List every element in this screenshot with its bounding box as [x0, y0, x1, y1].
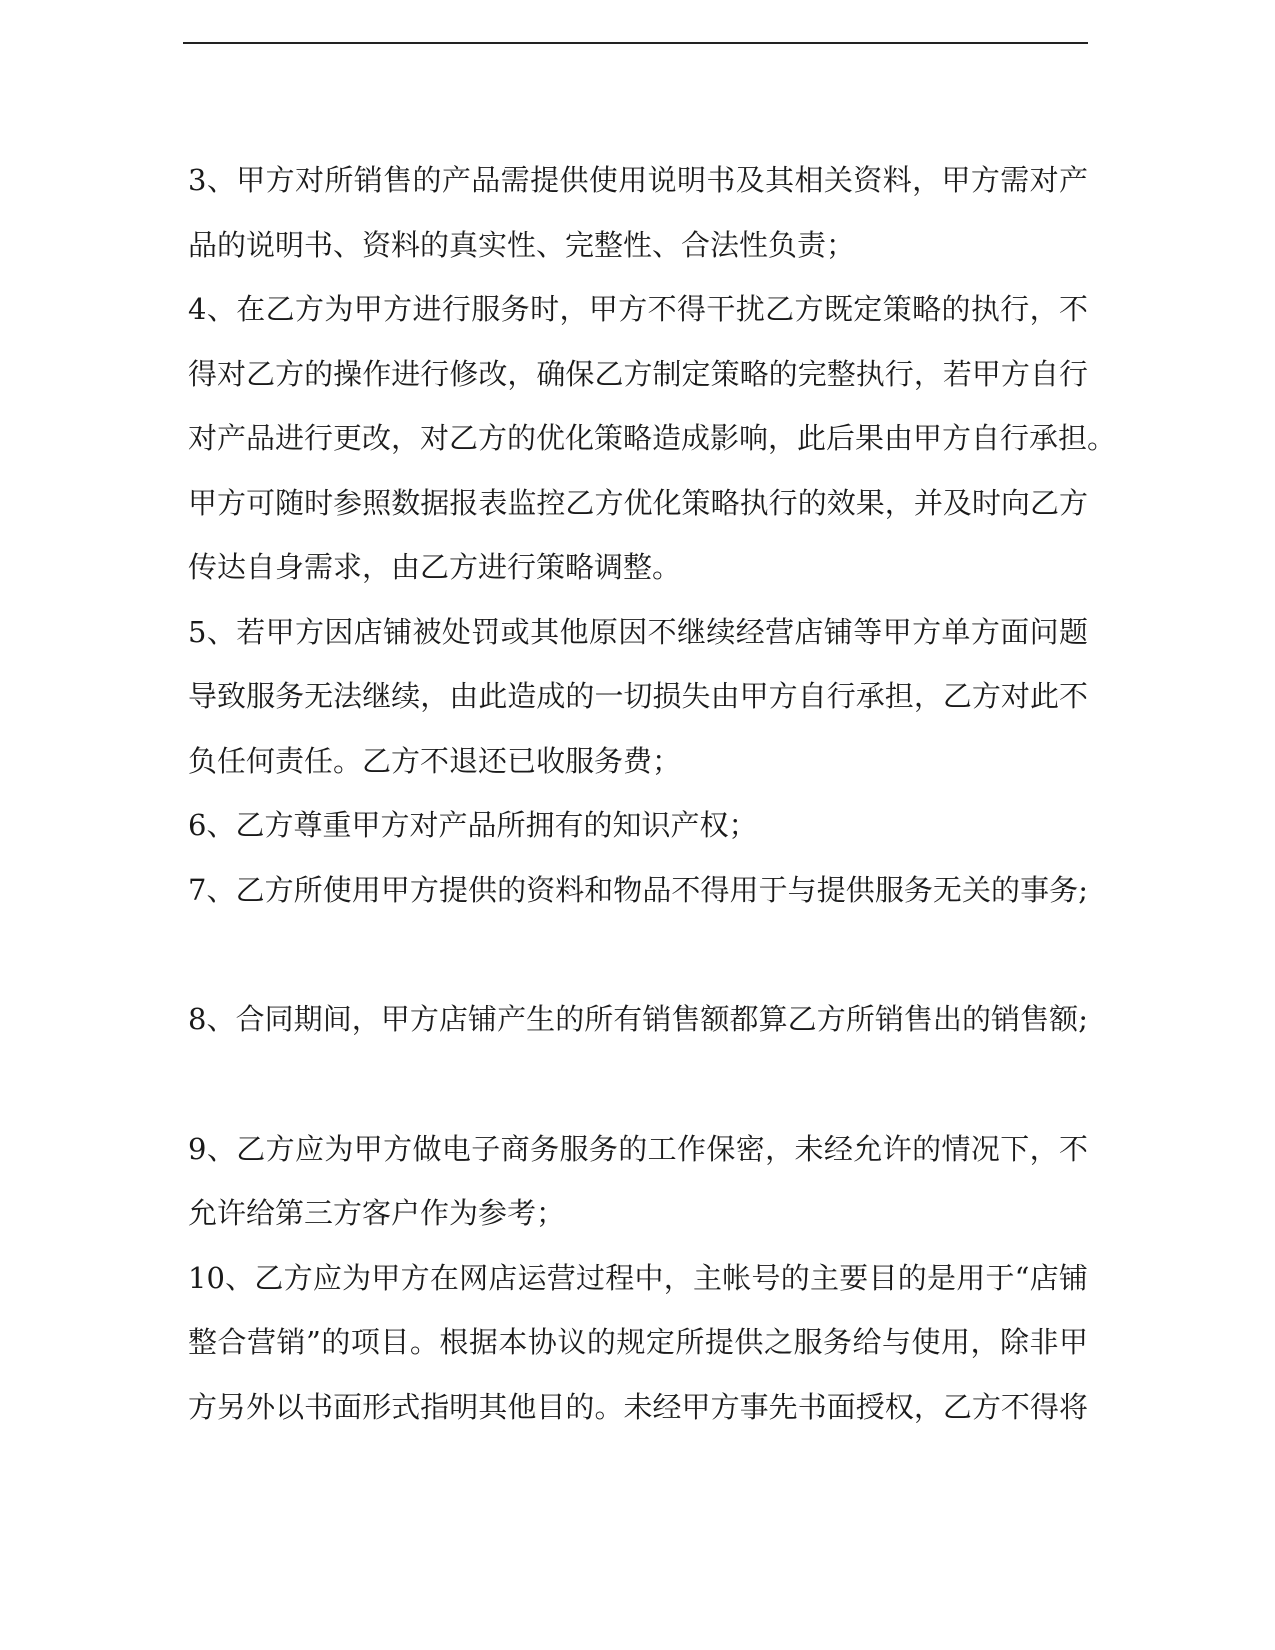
clause-6-line-1: 6、乙方尊重甲方对产品所拥有的知识产权；	[188, 808, 758, 842]
clause-3-line-1: 3、甲方对所销售的产品需提供使用说明书及其相关资料，甲方需对产	[188, 163, 1088, 197]
clause-4-line-2: 得对乙方的操作进行修改，确保乙方制定策略的完整执行，若甲方自行	[188, 356, 1088, 391]
clause-4-line-1: 4、在乙方为甲方进行服务时，甲方不得干扰乙方既定策略的执行，不	[188, 292, 1088, 326]
clause-5-line-1: 5、若甲方因店铺被处罚或其他原因不继续经营店铺等甲方单方面问题	[188, 614, 1088, 649]
document-body	[188, 148, 1117, 1439]
paragraph-gap	[188, 1052, 1088, 1117]
clause-10-line-2: 整合营销”的项目。根据本协议的规定所提供之服务给与使用，除非甲	[188, 1325, 1088, 1359]
clause-7-line-1: 7、乙方所使用甲方提供的资料和物品不得用于与提供服务无关的事务;	[188, 872, 1088, 907]
paragraph-gap	[188, 922, 1088, 987]
clause-5-line-2: 导致服务无法继续，由此造成的一切损失由甲方自行承担，乙方对此不	[188, 679, 1088, 713]
clause-10-line-1: 10、乙方应为甲方在网店运营过程中，主帐号的主要目的是用于“店铺	[188, 1260, 1088, 1295]
clause-4-line-3: 对产品进行更改，对乙方的优化策略造成影响，此后果由甲方自行承担。	[188, 421, 1117, 455]
clause-10-line-3: 方另外以书面形式指明其他目的。未经甲方事先书面授权，乙方不得将	[188, 1389, 1088, 1424]
clause-5-line-3: 负任何责任。乙方不退还已收服务费；	[188, 743, 682, 778]
clause-4-line-5: 传达自身需求，由乙方进行策略调整。	[188, 550, 682, 584]
clause-8-line-1: 8、合同期间，甲方店铺产生的所有销售额都算乙方所销售出的销售额;	[188, 1002, 1088, 1036]
clause-9-line-2: 允许给第三方客户作为参考；	[188, 1196, 566, 1230]
clause-4-line-4: 甲方可随时参照数据报表监控乙方优化策略执行的效果，并及时向乙方	[188, 485, 1088, 520]
clause-3-line-2: 品的说明书、资料的真实性、完整性、合法性负责；	[188, 227, 856, 262]
clause-9-line-1: 9、乙方应为甲方做电子商务服务的工作保密，未经允许的情况下，不	[188, 1131, 1088, 1166]
header-rule	[183, 42, 1088, 44]
